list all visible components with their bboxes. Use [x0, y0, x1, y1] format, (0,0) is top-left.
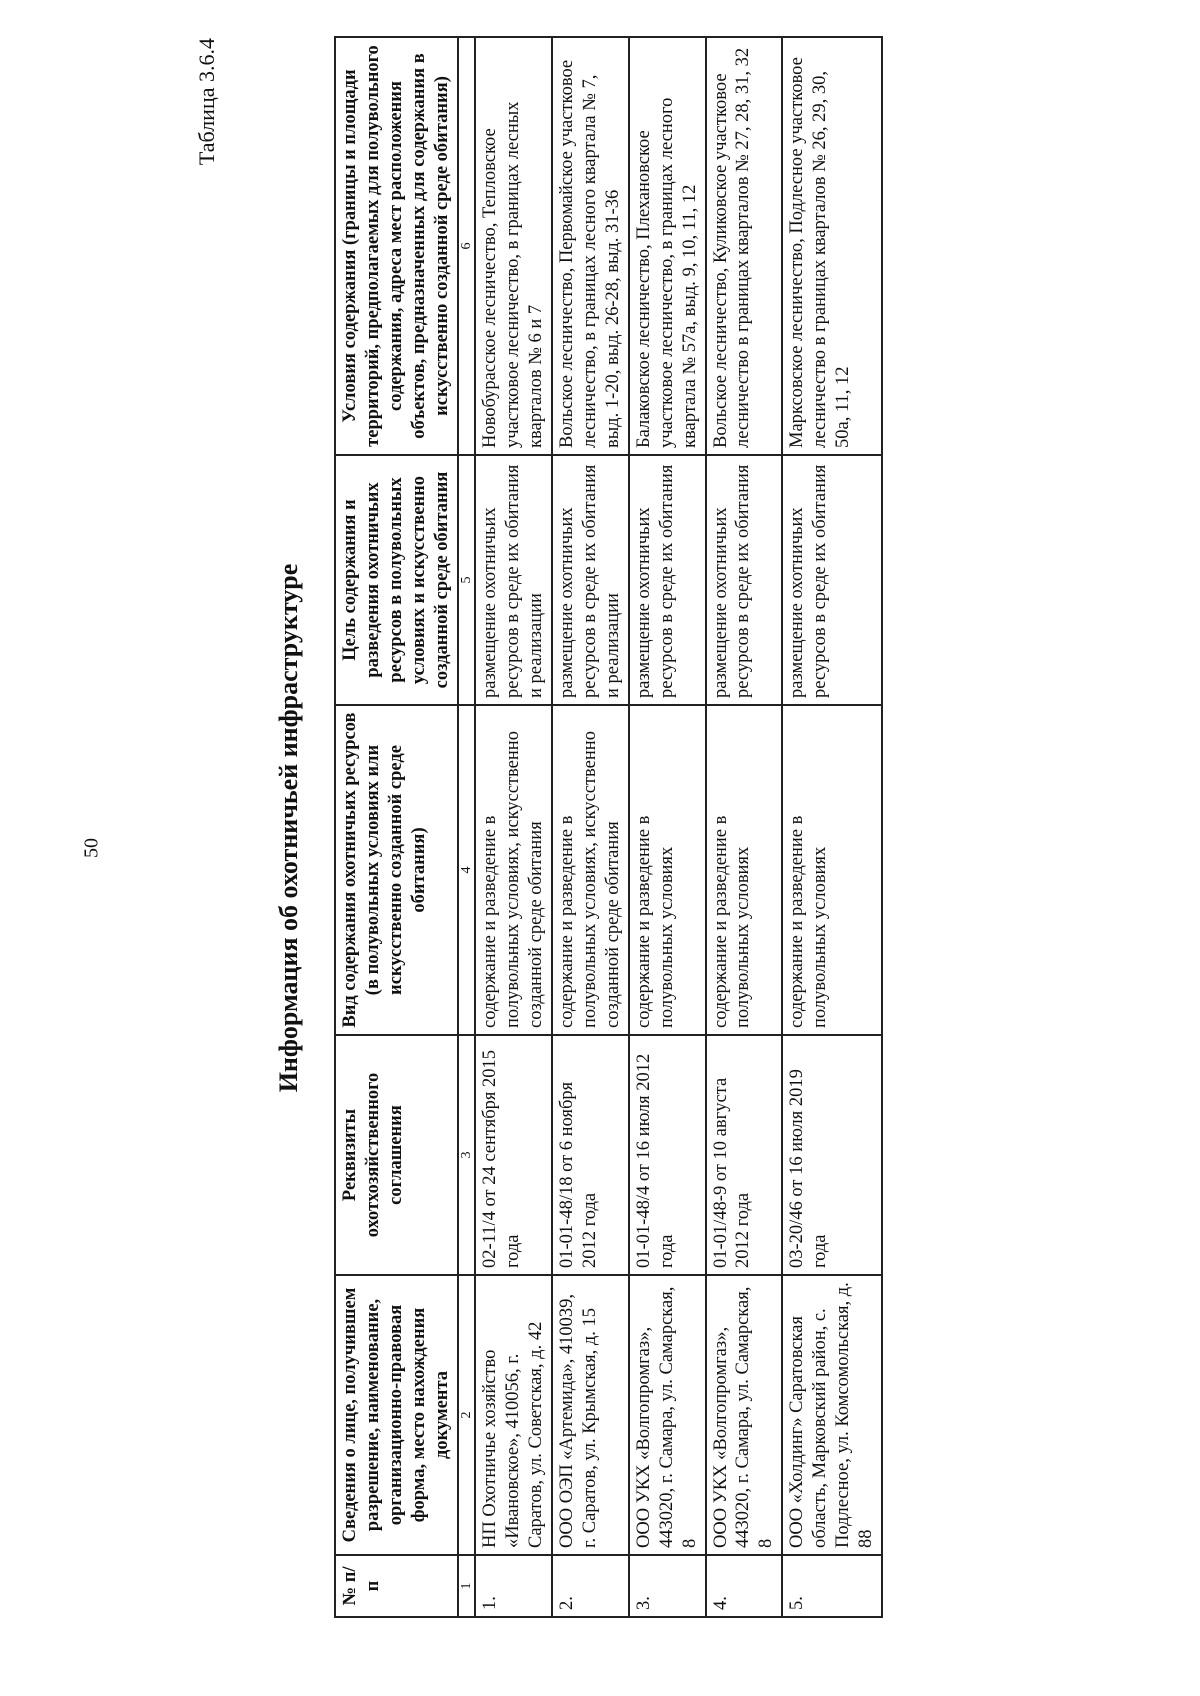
conditions-cell: Марксовское лесничество, Подлесное участковое лесничество в границах кварталов № 26, 29, 30, 50а, 11, 12: [782, 37, 882, 455]
column-number: 5: [458, 455, 475, 705]
row-number: 3.: [629, 1555, 706, 1617]
column-header: № п/п: [335, 1555, 458, 1617]
purpose-cell: размещение охотничьих ресурсов в среде их обитания: [782, 455, 882, 705]
row-number: 4.: [706, 1555, 783, 1617]
column-number: 2: [458, 1275, 475, 1555]
kind-cell: содержание и разведение в полувольных условиях, искусственно созданной среде обитания: [552, 705, 629, 1035]
table-row: [782, 37, 882, 1617]
table-row: [629, 37, 706, 1617]
agreement-cell: 01-01-48/4 от 16 июля 2012 года: [629, 1035, 706, 1275]
row-number: 2.: [552, 1555, 629, 1617]
infrastructure-table: [334, 36, 883, 1618]
table-row: [552, 37, 629, 1617]
column-number: 6: [458, 37, 475, 455]
kind-cell: содержание и разведение в полувольных условиях: [706, 705, 783, 1035]
column-number-row: [458, 37, 475, 1617]
table-label: Таблица 3.6.4: [194, 38, 219, 166]
holder-cell: ООО УКХ «Волгопромгаз», 443020, г. Самара, ул. Самарская, 8: [629, 1275, 706, 1555]
purpose-cell: размещение охотничьих ресурсов в среде их обитания: [706, 455, 783, 705]
header-row: [335, 37, 458, 1617]
kind-cell: содержание и разведение в полувольных условиях, искусственно созданной среде обитания: [475, 705, 552, 1035]
holder-cell: ООО УКХ «Волгопромгаз», 443020, г. Самара, ул. Самарская, 8: [706, 1275, 783, 1555]
column-header: Сведения о лице, получившем разрешение, наименование, организационно-правовая форма, место нахождения документа: [335, 1275, 458, 1555]
conditions-cell: Вольское лесничество, Куликовское участковое лесничество в границах кварталов № 27, 28, 31, 32: [706, 37, 783, 455]
rotated-document: [194, 38, 1174, 1618]
conditions-cell: Новобурасское лесничество, Тепловское участковое лесничество, в границах лесных кварталов № 6 и 7: [475, 37, 552, 455]
agreement-cell: 03-20/46 от 16 июля 2019 года: [782, 1035, 882, 1275]
purpose-cell: размещение охотничьих ресурсов в среде их обитания: [629, 455, 706, 705]
table-row: [475, 37, 552, 1617]
holder-cell: ООО ОЭП «Артемида», 410039, г. Саратов, ул. Крымская, д. 15: [552, 1275, 629, 1555]
kind-cell: содержание и разведение в полувольных условиях: [629, 705, 706, 1035]
conditions-cell: Балаковское лесничество, Плехановское участковое лесничество, в границах лесного квартала № 57а, выд. 9, 10, 11, 12: [629, 37, 706, 455]
page-number: 50: [80, 838, 103, 858]
agreement-cell: 02-11/4 от 24 сентября 2015 года: [475, 1035, 552, 1275]
column-header: Вид содержания охотничьих ресурсов (в полувольных условиях или искусственно созданной среде обитания): [335, 705, 458, 1035]
document-title: Информация об охотничьей инфраструктуре: [274, 563, 303, 1093]
column-number: 4: [458, 705, 475, 1035]
conditions-cell: Вольское лесничество, Первомайское участковое лесничество, в границах лесного квартала № 7, выд. 1-20, выд. 26-28, выд. 31-36: [552, 37, 629, 455]
holder-cell: ООО «Холдинг» Саратовская область, Марковский район, с. Подлесное, ул. Комсомольская, д. 88: [782, 1275, 882, 1555]
purpose-cell: размещение охотничьих ресурсов в среде их обитания и реализации: [552, 455, 629, 705]
column-header: Условия содержания (границы и площади территорий, предполагаемых для полувольного содержания, адреса мест расположения объектов, предназначенных для содержания в искусственно созданной среде обитания): [335, 37, 458, 455]
purpose-cell: размещение охотничьих ресурсов в среде их обитания и реализации: [475, 455, 552, 705]
column-number: 1: [458, 1555, 475, 1617]
agreement-cell: 01-01-48/18 от 6 ноября 2012 года: [552, 1035, 629, 1275]
column-header: Реквизиты охотхозяйственного соглашения: [335, 1035, 458, 1275]
row-number: 1.: [475, 1555, 552, 1617]
kind-cell: содержание и разведение в полувольных условиях: [782, 705, 882, 1035]
row-number: 5.: [782, 1555, 882, 1617]
agreement-cell: 01-01/48-9 от 10 августа 2012 года: [706, 1035, 783, 1275]
column-header: Цель содержания и разведения охотничьих ресурсов в полувольных условиях и искусственно созданной среде обитания: [335, 455, 458, 705]
table-row: [706, 37, 783, 1617]
holder-cell: НП Охотничье хозяйство «Ивановское», 410056, г. Саратов, ул. Советская, д. 42: [475, 1275, 552, 1555]
column-number: 3: [458, 1035, 475, 1275]
